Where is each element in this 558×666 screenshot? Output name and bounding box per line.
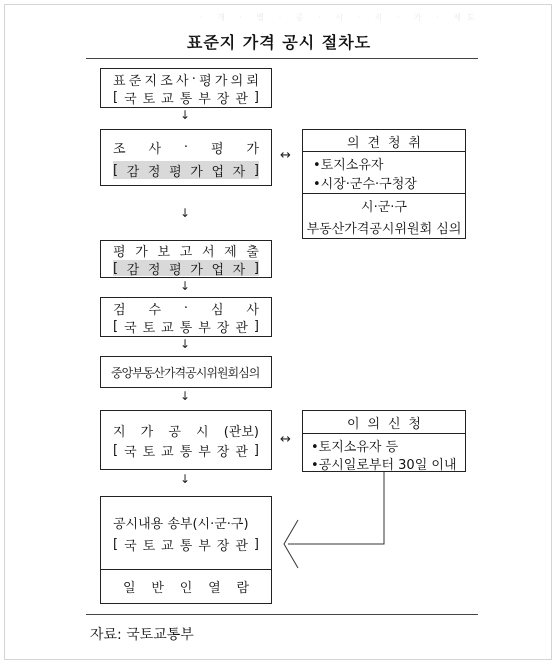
glyph: ] [253,536,259,552]
down-arrow-2: ↓ [180,206,191,220]
glyph: ] [253,260,259,276]
glyph: 통 [179,538,193,554]
glyph: 관 [235,538,248,554]
source-note: 자료: 국토교통부 [90,627,194,643]
glyph: 교 [161,538,174,554]
glyph: 국 [124,321,137,336]
glyph: [ [113,90,119,105]
glyph: 심 [210,303,224,318]
glyph: 감 [126,164,140,180]
glyph: ] [253,319,259,334]
glyph: 부 [198,538,211,554]
both-arrow-1: ↔ [280,148,291,163]
glyph: 토 [142,321,156,336]
glyph: 부 [198,444,211,460]
glyph: 통 [179,92,193,107]
glyph: 조 [160,74,173,89]
glyph: [ [113,260,119,276]
glyph: 보 [157,245,171,260]
glyph: 가 [246,141,259,157]
glyph: 장 [216,538,230,554]
glyph: 의 [347,135,360,151]
glyph: 지 [113,424,126,440]
glyph: 의 [367,416,381,432]
glyph: 제 [224,245,237,260]
down-arrow-1: ↓ [180,108,191,122]
glyph: 평 [169,262,182,278]
glyph: (관보) [223,424,259,440]
glyph: 가 [190,164,203,180]
step-7-line1: 공시내용 송부(시·군·구) [113,517,249,532]
glyph: 청 [387,135,401,151]
glyph: 열 [208,580,221,596]
glyph: 가 [190,262,203,278]
glyph: 평 [113,245,126,260]
glyph: 뢰 [246,74,259,89]
glyph: 부 [198,92,211,107]
both-arrow-2: ↔ [280,432,291,447]
glyph: 검 [113,303,126,318]
glyph: 출 [246,245,259,260]
faint-header: · 개 · 별 · 공 · 시 · 지 · 가 · 제도 [200,13,481,22]
glyph: 수 [148,303,162,318]
down-arrow-5: ↓ [180,389,191,403]
glyph: 조 [113,141,126,157]
glyph: 관 [235,444,248,460]
glyph: · [183,139,189,155]
glyph: 부 [198,321,211,336]
glyph: 공 [168,424,181,440]
objection-item-1: •토지소유자 등 [311,440,399,455]
glyph: 업 [211,164,225,180]
glyph: 청 [408,416,421,432]
glyph: 시 [196,424,209,440]
diagram-title: 표준지 가격 공시 절차도 [186,33,372,52]
glyph: ] [253,162,259,178]
glyph: 국 [124,538,137,554]
glyph: 평 [199,74,212,89]
glyph: 자 [232,262,246,278]
glyph: ] [253,442,259,458]
glyph: 토 [142,538,156,554]
glyph: [ [113,536,119,552]
glyph: 표 [113,74,126,89]
glyph: 장 [216,444,230,460]
glyph: 업 [211,262,225,278]
glyph: [ [113,162,119,178]
opinion-item-2: •시장·군수·구청장 [313,177,417,192]
glyph: 토 [142,92,156,107]
glyph: 반 [151,580,164,596]
opinion-sub-heading: 시·군·구 [361,200,407,215]
glyph: 의 [230,74,244,89]
glyph: 교 [161,444,174,460]
opinion-item-1: •토지소유자 [313,158,384,173]
glyph: 평 [169,164,182,180]
down-arrow-3: ↓ [180,279,191,293]
glyph: 지 [144,74,158,89]
down-arrow-6: ↓ [180,472,191,486]
glyph: 정 [147,164,161,180]
glyph: 관 [235,92,248,107]
glyph: 통 [179,321,193,336]
glyph: [ [113,442,119,458]
glyph: 일 [123,580,136,596]
glyph: 토 [142,444,156,460]
glyph: 취 [408,135,421,151]
glyph: 자 [232,164,246,180]
glyph: 이 [347,416,360,432]
glyph: 관 [235,321,248,336]
step-5-text: 중앙부동산가격공시위원회심의 [111,366,260,380]
glyph: 교 [161,92,174,107]
glyph: 고 [179,245,193,260]
glyph: [ [113,319,119,334]
glyph: 신 [387,416,401,432]
glyph: ] [253,90,259,105]
glyph: 준 [128,74,142,89]
glyph: 인 [179,580,193,596]
glyph: · [183,301,189,316]
glyph: 국 [124,444,137,460]
glyph: 정 [147,262,161,278]
glyph: · [191,72,196,87]
down-arrow-4: ↓ [180,337,191,351]
glyph: 사 [148,141,162,157]
glyph: 교 [161,321,174,336]
opinion-sub-text: 부동산가격공시위원회 심의 [306,222,462,237]
glyph: 사 [246,303,259,318]
glyph: 사 [176,74,189,89]
glyph: 국 [124,92,137,107]
glyph: 견 [367,135,381,151]
glyph: 장 [216,92,230,107]
glyph: 람 [236,580,249,596]
glyph: 서 [201,245,215,260]
glyph: 평 [210,141,224,157]
objection-item-2: •공시일로부터 30일 이내 [311,458,457,473]
glyph: 가 [140,424,154,440]
glyph: 가 [214,74,228,89]
glyph: 가 [135,245,148,260]
glyph: 감 [126,262,140,278]
glyph: 장 [216,321,230,336]
glyph: 통 [179,444,193,460]
